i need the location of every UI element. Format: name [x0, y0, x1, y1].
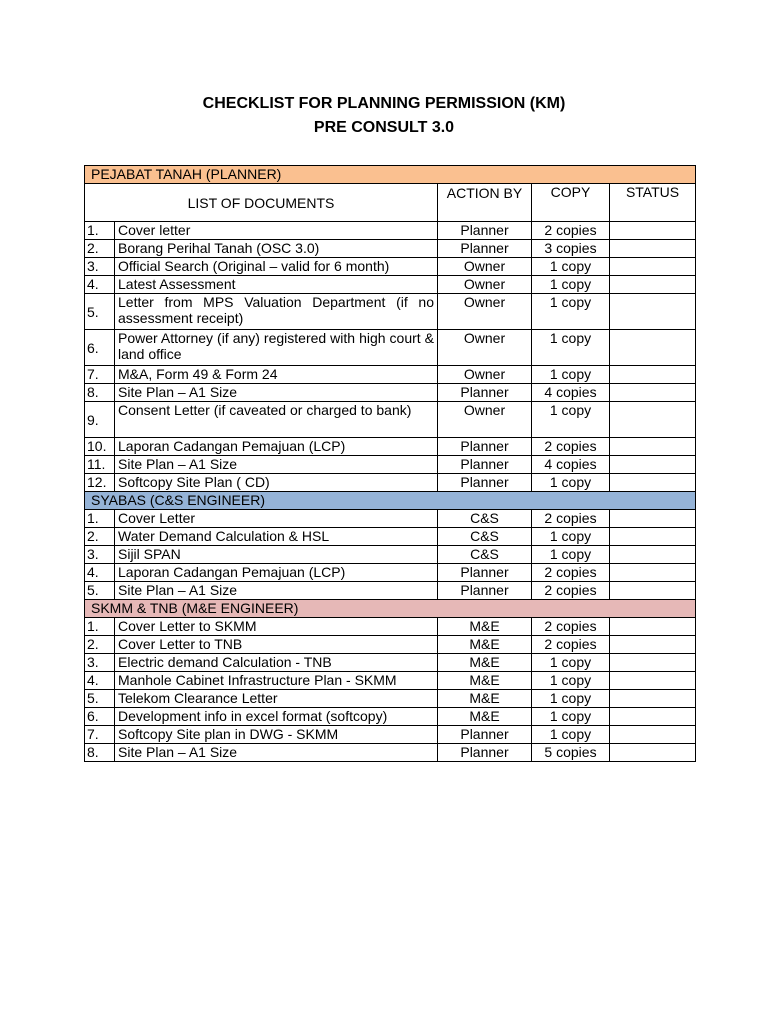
document-name: Laporan Cadangan Pemajuan (LCP)	[115, 438, 438, 456]
copy-count: 2 copies	[532, 222, 610, 240]
section-title: PEJABAT TANAH (PLANNER)	[85, 166, 696, 184]
action-by: M&E	[438, 618, 532, 636]
action-by: Owner	[438, 402, 532, 438]
document-name: Electric demand Calculation - TNB	[115, 654, 438, 672]
action-by: C&S	[438, 528, 532, 546]
status-cell	[610, 654, 696, 672]
action-by: Planner	[438, 456, 532, 474]
item-number: 11.	[85, 456, 115, 474]
item-number: 12.	[85, 474, 115, 492]
item-number: 4.	[85, 672, 115, 690]
column-header-row	[85, 184, 696, 222]
section-title: SYABAS (C&S ENGINEER)	[85, 492, 696, 510]
table-row	[85, 456, 696, 474]
document-subtitle: PRE CONSULT 3.0	[313, 119, 455, 136]
copy-count: 2 copies	[532, 438, 610, 456]
document-name: Power Attorney (if any) registered with high court & land office	[115, 330, 438, 366]
table-row	[85, 582, 696, 600]
item-number: 1.	[85, 510, 115, 528]
status-cell	[610, 240, 696, 258]
item-number: 2.	[85, 240, 115, 258]
action-by: C&S	[438, 546, 532, 564]
table-row	[85, 726, 696, 744]
status-cell	[610, 690, 696, 708]
table-row	[85, 258, 696, 276]
action-by: M&E	[438, 708, 532, 726]
table-row	[85, 708, 696, 726]
action-by: Owner	[438, 258, 532, 276]
status-cell	[610, 258, 696, 276]
document-name: Softcopy Site Plan ( CD)	[115, 474, 438, 492]
section-title: SKMM & TNB (M&E ENGINEER)	[85, 600, 696, 618]
copy-count: 1 copy	[532, 528, 610, 546]
action-by: M&E	[438, 636, 532, 654]
item-number: 8.	[85, 744, 115, 762]
copy-count: 1 copy	[532, 672, 610, 690]
table-row	[85, 402, 696, 438]
item-number: 9.	[85, 402, 115, 438]
checklist-table	[84, 165, 696, 762]
copy-count: 1 copy	[532, 474, 610, 492]
copy-count: 5 copies	[532, 744, 610, 762]
document-name: Cover Letter to SKMM	[115, 618, 438, 636]
document-name: Borang Perihal Tanah (OSC 3.0)	[115, 240, 438, 258]
copy-count: 1 copy	[532, 294, 610, 330]
copy-count: 1 copy	[532, 690, 610, 708]
item-number: 5.	[85, 582, 115, 600]
item-number: 2.	[85, 528, 115, 546]
table-row	[85, 222, 696, 240]
document-name: Cover letter	[115, 222, 438, 240]
document-name: Official Search (Original – valid for 6 month)	[115, 258, 438, 276]
copy-count: 2 copies	[532, 582, 610, 600]
copy-count: 4 copies	[532, 456, 610, 474]
document-name: Site Plan – A1 Size	[115, 582, 438, 600]
item-number: 7.	[85, 366, 115, 384]
status-cell	[610, 618, 696, 636]
table-row	[85, 618, 696, 636]
document-name: Site Plan – A1 Size	[115, 744, 438, 762]
item-number: 2.	[85, 636, 115, 654]
status-cell	[610, 546, 696, 564]
copy-count: 1 copy	[532, 726, 610, 744]
copy-count: 4 copies	[532, 384, 610, 402]
document-name: Site Plan – A1 Size	[115, 456, 438, 474]
item-number: 1.	[85, 222, 115, 240]
item-number: 6.	[85, 708, 115, 726]
table-row	[85, 438, 696, 456]
status-cell	[610, 456, 696, 474]
status-cell	[610, 276, 696, 294]
item-number: 3.	[85, 654, 115, 672]
document-name: Cover Letter	[115, 510, 438, 528]
item-number: 1.	[85, 618, 115, 636]
document-name: Manhole Cabinet Infrastructure Plan - SKMM	[115, 672, 438, 690]
document-name: Letter from MPS Valuation Department (if no assessment receipt)	[115, 294, 438, 330]
status-cell	[610, 582, 696, 600]
status-cell	[610, 438, 696, 456]
copy-count: 2 copies	[532, 564, 610, 582]
header-copy: COPY	[532, 184, 610, 222]
document-name: Laporan Cadangan Pemajuan (LCP)	[115, 564, 438, 582]
item-number: 7.	[85, 726, 115, 744]
action-by: C&S	[438, 510, 532, 528]
copy-count: 1 copy	[532, 258, 610, 276]
status-cell	[610, 294, 696, 330]
action-by: Planner	[438, 744, 532, 762]
document-name: Softcopy Site plan in DWG - SKMM	[115, 726, 438, 744]
status-cell	[610, 330, 696, 366]
item-number: 4.	[85, 276, 115, 294]
table-row	[85, 690, 696, 708]
table-row	[85, 240, 696, 258]
action-by: M&E	[438, 672, 532, 690]
document-name: Latest Assessment	[115, 276, 438, 294]
status-cell	[610, 384, 696, 402]
copy-count: 1 copy	[532, 402, 610, 438]
copy-count: 2 copies	[532, 510, 610, 528]
document-name: Sijil SPAN	[115, 546, 438, 564]
table-row	[85, 294, 696, 330]
checklist-body	[85, 166, 696, 762]
table-row	[85, 672, 696, 690]
action-by: Owner	[438, 276, 532, 294]
copy-count: 2 copies	[532, 636, 610, 654]
document-name: Development info in excel format (softcopy)	[115, 708, 438, 726]
status-cell	[610, 222, 696, 240]
status-cell	[610, 636, 696, 654]
document-name: Water Demand Calculation & HSL	[115, 528, 438, 546]
status-cell	[610, 474, 696, 492]
item-number: 5.	[85, 690, 115, 708]
item-number: 5.	[85, 294, 115, 330]
status-cell	[610, 402, 696, 438]
section-header-row	[85, 166, 696, 184]
document-name: Telekom Clearance Letter	[115, 690, 438, 708]
header-status: STATUS	[610, 184, 696, 222]
status-cell	[610, 708, 696, 726]
item-number: 4.	[85, 564, 115, 582]
action-by: Owner	[438, 330, 532, 366]
table-row	[85, 744, 696, 762]
status-cell	[610, 564, 696, 582]
table-row	[85, 474, 696, 492]
table-row	[85, 276, 696, 294]
copy-count: 1 copy	[532, 330, 610, 366]
action-by: Planner	[438, 564, 532, 582]
action-by: Owner	[438, 294, 532, 330]
table-row	[85, 564, 696, 582]
header-list-documents: LIST OF DOCUMENTS	[85, 184, 438, 222]
copy-count: 2 copies	[532, 618, 610, 636]
item-number: 3.	[85, 258, 115, 276]
header-action-by: ACTION BY	[438, 184, 532, 222]
action-by: Planner	[438, 222, 532, 240]
status-cell	[610, 528, 696, 546]
action-by: M&E	[438, 654, 532, 672]
copy-count: 1 copy	[532, 546, 610, 564]
item-number: 3.	[85, 546, 115, 564]
copy-count: 1 copy	[532, 276, 610, 294]
table-row	[85, 510, 696, 528]
action-by: M&E	[438, 690, 532, 708]
action-by: Planner	[438, 240, 532, 258]
action-by: Owner	[438, 366, 532, 384]
status-cell	[610, 726, 696, 744]
action-by: Planner	[438, 474, 532, 492]
status-cell	[610, 672, 696, 690]
document-name: Consent Letter (if caveated or charged to bank)	[115, 402, 438, 438]
item-number: 6.	[85, 330, 115, 366]
copy-count: 1 copy	[532, 708, 610, 726]
section-header-row	[85, 492, 696, 510]
table-row	[85, 654, 696, 672]
copy-count: 1 copy	[532, 366, 610, 384]
copy-count: 3 copies	[532, 240, 610, 258]
table-row	[85, 384, 696, 402]
action-by: Planner	[438, 582, 532, 600]
table-row	[85, 636, 696, 654]
table-row	[85, 546, 696, 564]
action-by: Planner	[438, 384, 532, 402]
table-row	[85, 366, 696, 384]
action-by: Planner	[438, 726, 532, 744]
status-cell	[610, 744, 696, 762]
status-cell	[610, 366, 696, 384]
document-name: Site Plan – A1 Size	[115, 384, 438, 402]
table-row	[85, 528, 696, 546]
copy-count: 1 copy	[532, 654, 610, 672]
document-title: CHECKLIST FOR PLANNING PERMISSION (KM)	[202, 95, 566, 112]
item-number: 8.	[85, 384, 115, 402]
status-cell	[610, 510, 696, 528]
item-number: 10.	[85, 438, 115, 456]
section-header-row	[85, 600, 696, 618]
document-name: M&A, Form 49 & Form 24	[115, 366, 438, 384]
table-row	[85, 330, 696, 366]
action-by: Planner	[438, 438, 532, 456]
document-name: Cover Letter to TNB	[115, 636, 438, 654]
